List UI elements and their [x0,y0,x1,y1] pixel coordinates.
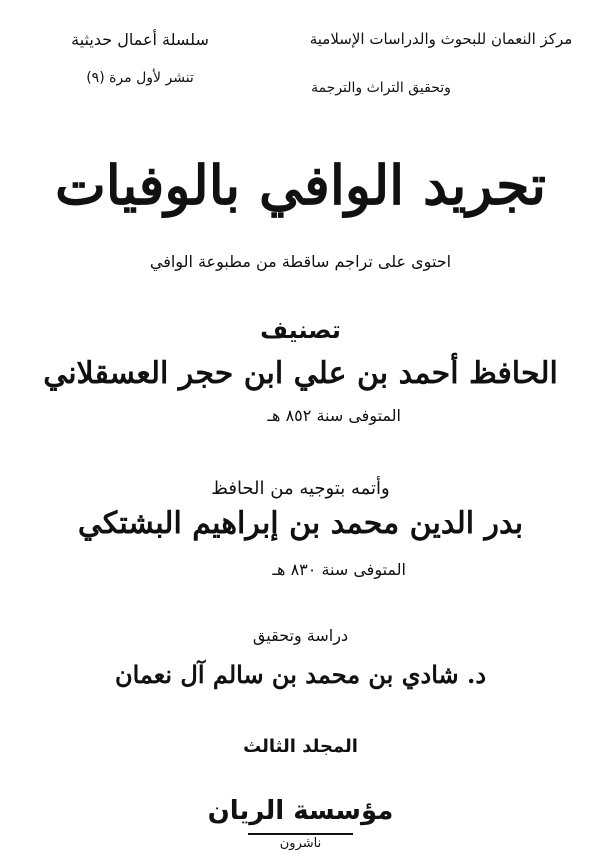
book-title: تجريد الوافي بالوفيات [54,153,547,217]
editor-name: د. شادي بن محمد بن سالم آل نعمان [114,660,487,689]
completion-label: وأتمه بتوجيه من الحافظ [211,478,390,499]
publisher-label: ناشرون [279,836,322,851]
series-number: تنشر لأول مرة (٩) [86,70,194,86]
completer-death-date: المتوفى سنة ٨٣٠ هـ [272,560,406,579]
publisher-rule [248,833,353,835]
author-death-date: المتوفى سنة ٨٥٢ هـ [267,406,401,425]
center-subname: وتحقيق التراث والترجمة [311,80,451,96]
authorship-label: تصنيف [260,316,341,344]
book-subtitle: احتوى على تراجم ساقطة من مطبوعة الوافي [149,252,452,271]
series-name: سلسلة أعمال حديثية [71,30,209,49]
author-name: الحافظ أحمد بن علي ابن حجر العسقلاني [43,356,558,391]
volume-label: المجلد الثالث [243,736,358,757]
center-name: مركز النعمان للبحوث والدراسات الإسلامية [309,30,573,48]
study-label: دراسة وتحقيق [252,626,349,645]
publisher-name: مؤسسة الريان [207,796,394,826]
completer-name: بدر الدين محمد بن إبراهيم البشتكي [77,506,524,541]
